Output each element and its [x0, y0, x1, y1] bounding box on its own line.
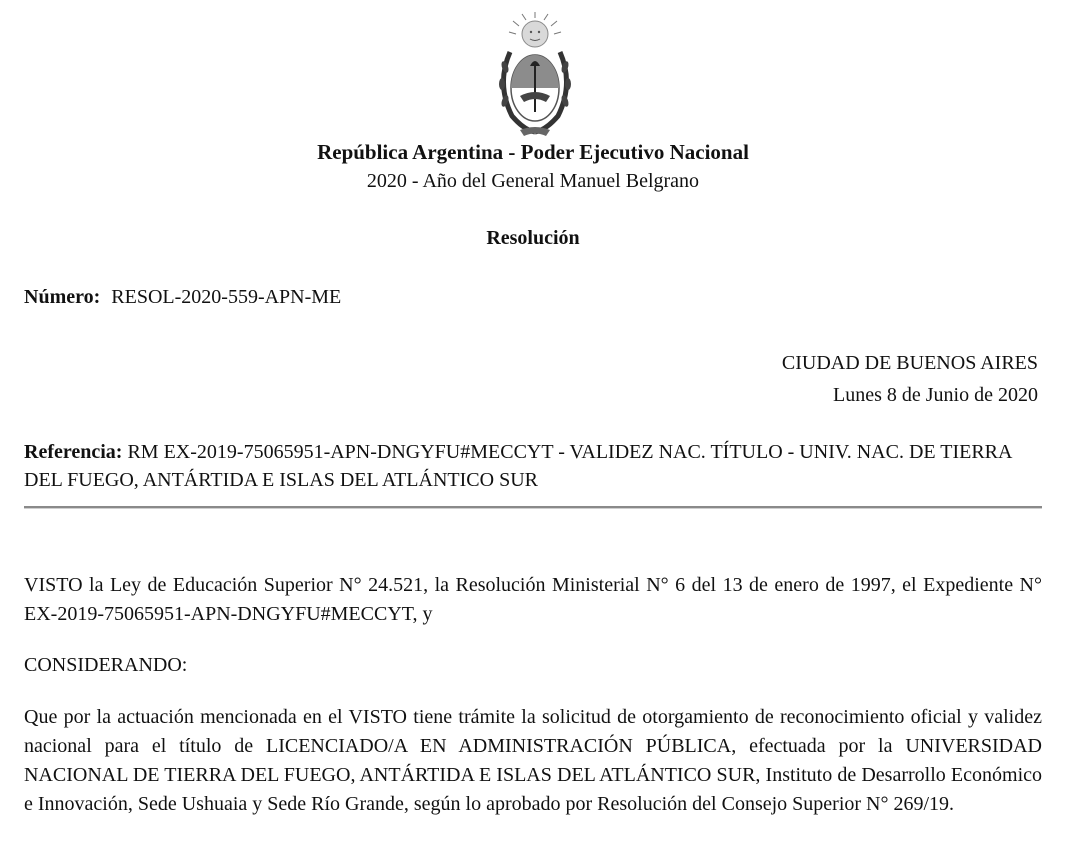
- issuer-title: República Argentina - Poder Ejecutivo Nacional: [317, 140, 749, 164]
- document-type-heading: Resolución: [486, 227, 580, 249]
- document-number-value: RESOL-2020-559-APN-ME: [111, 286, 342, 308]
- considerando-heading: CONSIDERANDO:: [24, 654, 188, 676]
- coat-of-arms-graphic: [490, 12, 580, 137]
- date-line: Lunes 8 de Junio de 2020: [833, 384, 1038, 406]
- year-motto: 2020 - Año del General Manuel Belgrano: [366, 170, 700, 192]
- city-line: CIUDAD DE BUENOS AIRES: [781, 352, 1038, 374]
- header-divider: [24, 506, 1042, 509]
- reference-label: Referencia:: [24, 441, 123, 463]
- reference-text: RM EX-2019-75065951-APN-DNGYFU#MECCYT - VALIDEZ NAC. TÍTULO - UNIV. NAC. DE TIERRA DEL FUEGO, ANTÁRTIDA E ISLAS DEL ATLÁNTICO SUR: [24, 441, 1012, 491]
- document-number: [24, 284, 341, 310]
- visto-paragraph: VISTO la Ley de Educación Superior N° 24.521, la Resolución Ministerial N° 6 del 13 de enero de 1997, el Expediente N° EX-2019-75065951-APN-DNGYFU#MECCYT, y: [24, 574, 1042, 625]
- argentina-coat-of-arms-icon: [490, 12, 580, 137]
- reference: [24, 438, 1034, 494]
- document-number-label: Número:: [24, 286, 101, 308]
- place-and-date: [782, 347, 1038, 411]
- considerando-paragraph-1: Que por la actuación mencionada en el VISTO tiene trámite la solicitud de otorgamiento de reconocimiento oficial y validez nacional para el título de LICENCIADO/A EN ADMINISTRACIÓN PÚBLICA, efectuada por la UNIVERSIDAD NACIONAL DE TIERRA DEL FUEGO, ANTÁRTIDA E ISLAS DEL ATLÁNTICO SUR, Instituto de Desarrollo Económico e Innovación, Sede Ushuaia y Sede Río Grande, según lo aprobado por Resolución del Consejo Superior N° 269/19.: [24, 706, 1042, 815]
